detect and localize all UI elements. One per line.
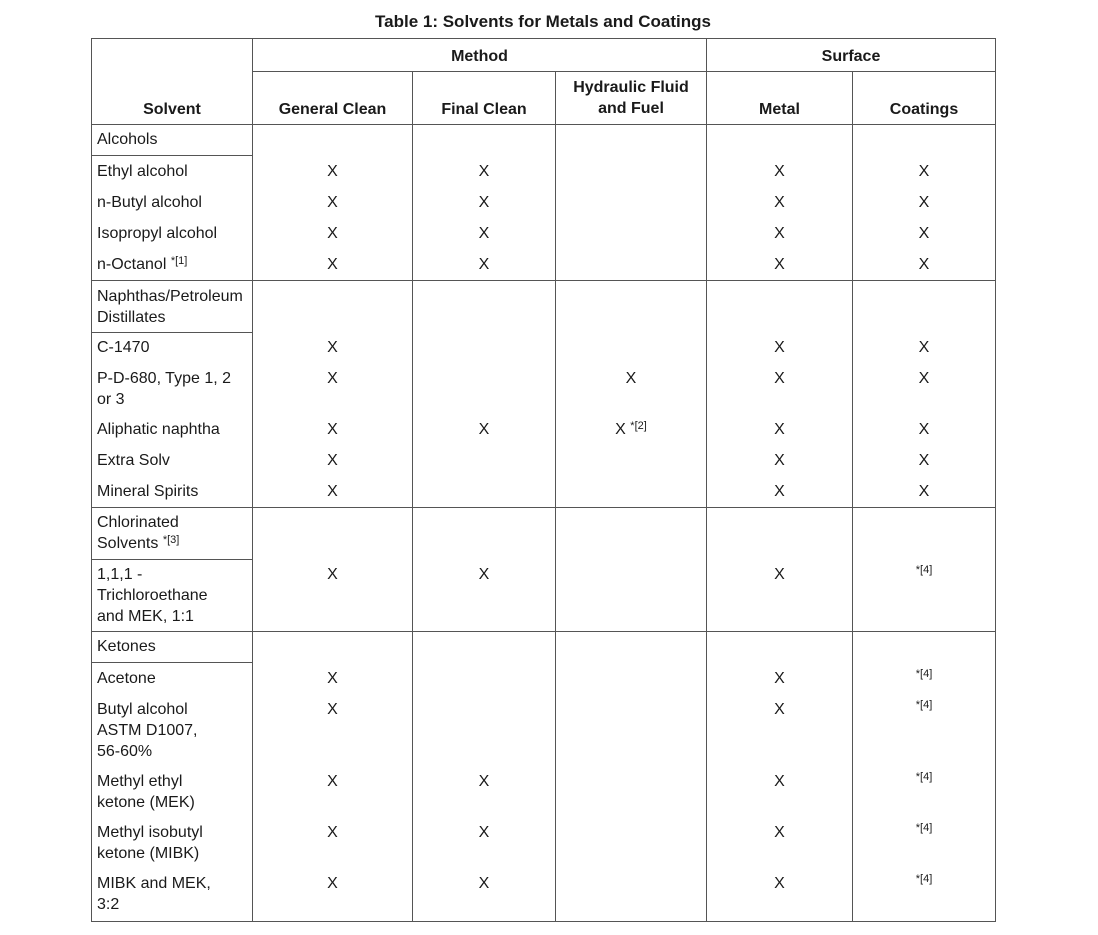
x-mark: X (327, 370, 338, 387)
x-mark: X (478, 225, 490, 242)
solvent-name-line: P-D-680, Type 1, 2 (97, 370, 231, 387)
final-clean-mark (413, 822, 555, 843)
metal-mark (707, 668, 852, 689)
general-clean-mark (253, 699, 412, 720)
solvent-name (97, 564, 208, 627)
metal-mark (707, 564, 852, 585)
solvent-name-line (97, 254, 187, 275)
final-clean-mark (413, 254, 555, 275)
header-general-clean: General Clean (278, 101, 387, 118)
solvent-name-line: Extra Solv (97, 452, 170, 469)
x-mark: X (327, 452, 338, 469)
solvent-name (97, 771, 195, 813)
general-clean-mark (253, 564, 412, 585)
solvent-name-line: Mineral Spirits (97, 483, 199, 500)
coatings-mark (853, 450, 995, 471)
group-name-line: Chlorinated (97, 514, 179, 531)
solvent-name (97, 337, 149, 358)
x-mark: X (327, 566, 338, 583)
footnote-marker: *[3] (162, 534, 180, 546)
x-mark: X (327, 421, 338, 438)
header-coatings: Coatings (889, 101, 959, 118)
x-mark: X (327, 483, 338, 500)
header-metal: Metal (759, 101, 800, 118)
x-mark: X (918, 163, 930, 180)
x-mark: X (918, 194, 930, 211)
general-clean-mark (253, 771, 412, 792)
general-clean-mark (253, 481, 412, 502)
general-clean-mark (253, 822, 412, 843)
solvent-name-line: Butyl alcohol (97, 701, 188, 718)
x-mark: X (478, 824, 490, 841)
solvent-name (97, 481, 198, 502)
metal-mark (707, 161, 852, 182)
x-mark: X (774, 875, 785, 892)
x-mark: X (478, 773, 490, 790)
solvent-name-line: ASTM D1007, (97, 722, 198, 739)
metal-mark (707, 223, 852, 244)
x-mark: X (327, 256, 338, 273)
final-clean-mark (413, 564, 555, 585)
metal-mark (707, 873, 852, 894)
footnote-marker: *[2] (630, 420, 647, 432)
x-mark: X (918, 421, 930, 438)
metal-mark (707, 419, 852, 440)
x-mark: X (327, 225, 338, 242)
coatings-mark (853, 867, 995, 890)
solvent-name (97, 668, 156, 689)
x-mark: X (478, 566, 490, 583)
final-clean-mark (413, 873, 555, 894)
x-mark: X (918, 339, 930, 356)
header-surface: Surface (821, 48, 881, 65)
coatings-mark (853, 192, 995, 213)
x-mark: X (774, 163, 785, 180)
x-mark: X (774, 701, 785, 718)
general-clean-mark (253, 192, 412, 213)
solvent-name (97, 161, 188, 182)
footnote-marker: *[4] (915, 873, 933, 885)
group-name-line: Alcohols (97, 131, 158, 148)
solvent-name (97, 368, 231, 410)
footnote-marker: *[4] (915, 699, 933, 711)
x-mark: X (327, 339, 338, 356)
group-name (97, 512, 179, 554)
x-mark: X (327, 194, 338, 211)
solvent-name (97, 873, 211, 915)
final-clean-mark (413, 223, 555, 244)
x-mark: X (774, 483, 785, 500)
x-mark: X (478, 875, 490, 892)
solvent-name (97, 450, 170, 471)
group-name-line: Naphthas/Petroleum (97, 288, 243, 305)
x-mark: X (774, 370, 785, 387)
header-final-clean: Final Clean (441, 101, 527, 118)
coatings-mark (853, 254, 995, 275)
general-clean-mark (253, 337, 412, 358)
metal-mark (707, 450, 852, 471)
metal-mark (707, 771, 852, 792)
group-name-line: Distillates (97, 309, 166, 326)
solvent-name-line: MIBK and MEK, (97, 875, 211, 892)
header-hydraulic-line-1: Hydraulic Fluid (573, 79, 689, 96)
solvent-name-line: ketone (MIBK) (97, 845, 200, 862)
coatings-mark (853, 419, 995, 440)
solvent-name-line: and MEK, 1:1 (97, 608, 194, 625)
group-name-text: Solvents (97, 535, 159, 552)
x-mark: X (327, 824, 338, 841)
x-mark: X (478, 194, 490, 211)
solvent-name-line: Acetone (97, 670, 156, 687)
coatings-mark (853, 662, 995, 685)
x-mark: X (918, 225, 930, 242)
group-name-line (97, 533, 179, 554)
solvent-name-line: Methyl isobutyl (97, 824, 203, 841)
solvent-name (97, 822, 203, 864)
x-mark: X (327, 875, 338, 892)
final-clean-mark (413, 192, 555, 213)
footnote-marker: *[4] (915, 822, 933, 834)
solvent-name-line: ketone (MEK) (97, 794, 195, 811)
footnote-marker: *[4] (915, 668, 933, 680)
metal-mark (707, 822, 852, 843)
x-mark: X (774, 670, 785, 687)
solvent-name-line: n-Butyl alcohol (97, 194, 202, 211)
solvent-name (97, 254, 187, 275)
x-mark: X (774, 225, 785, 242)
solvent-name-line: Trichloroethane (97, 587, 208, 604)
solvent-name-line: Aliphatic naphtha (97, 421, 220, 438)
x-mark: X (774, 452, 785, 469)
x-mark: X (327, 773, 338, 790)
coatings-mark (853, 558, 995, 581)
solvent-name-line: or 3 (97, 391, 125, 408)
solvent-name-line: C-1470 (97, 339, 150, 356)
header-solvent: Solvent (143, 101, 201, 118)
x-mark: X (774, 194, 785, 211)
group-name (97, 129, 157, 150)
header-method: Method (451, 48, 508, 65)
metal-mark (707, 481, 852, 502)
x-mark: X (327, 670, 338, 687)
solvent-name-line: Methyl ethyl (97, 773, 183, 790)
coatings-mark (853, 337, 995, 358)
general-clean-mark (253, 668, 412, 689)
coatings-mark (853, 693, 995, 716)
x-mark: X (615, 421, 626, 438)
x-mark: X (774, 339, 785, 356)
solvent-name-line: Ethyl alcohol (97, 163, 188, 180)
x-mark: X (327, 163, 338, 180)
final-clean-mark (413, 419, 555, 440)
x-mark: X (327, 701, 338, 718)
general-clean-mark (253, 419, 412, 440)
x-mark: X (774, 566, 785, 583)
table-title: Table 1: Solvents for Metals and Coatings (375, 12, 711, 31)
solvent-name-line: Isopropyl alcohol (97, 225, 218, 242)
solvent-name (97, 192, 202, 213)
metal-mark (707, 699, 852, 720)
solvent-name-line: 3:2 (97, 896, 120, 913)
general-clean-mark (253, 223, 412, 244)
general-clean-mark (253, 873, 412, 894)
group-name-line: Ketones (97, 638, 156, 655)
group-name (97, 286, 243, 328)
x-mark: X (478, 163, 490, 180)
footnote-marker: *[1] (170, 255, 188, 267)
coatings-mark (853, 481, 995, 502)
hydraulic-fuel-mark (556, 419, 706, 440)
x-mark: X (918, 256, 930, 273)
general-clean-mark (253, 161, 412, 182)
coatings-mark (853, 368, 995, 389)
coatings-mark (853, 223, 995, 244)
hydraulic-fuel-mark (556, 368, 706, 389)
coatings-mark (853, 765, 995, 788)
x-mark: X (478, 421, 490, 438)
footnote-marker: *[4] (915, 564, 933, 576)
solvent-name (97, 419, 220, 440)
x-mark: X (625, 370, 637, 387)
header-hydraulic-fluid-and-fuel (556, 77, 706, 119)
header-hydraulic-line-2: and Fuel (598, 100, 664, 117)
final-clean-mark (413, 771, 555, 792)
general-clean-mark (253, 450, 412, 471)
x-mark: X (918, 452, 930, 469)
general-clean-mark (253, 368, 412, 389)
group-name (97, 636, 156, 657)
x-mark: X (478, 256, 490, 273)
final-clean-mark (413, 161, 555, 182)
metal-mark (707, 337, 852, 358)
solvent-name (97, 223, 217, 244)
footnote-marker: *[4] (915, 771, 933, 783)
x-mark: X (774, 256, 785, 273)
metal-mark (707, 192, 852, 213)
x-mark: X (774, 824, 785, 841)
solvent-name (97, 699, 197, 762)
metal-mark (707, 368, 852, 389)
coatings-mark (853, 161, 995, 182)
x-mark: X (918, 370, 930, 387)
x-mark: X (774, 773, 785, 790)
x-mark: X (774, 421, 785, 438)
coatings-mark (853, 816, 995, 839)
x-mark: X (918, 483, 930, 500)
general-clean-mark (253, 254, 412, 275)
solvent-name-text: n-Octanol (97, 256, 167, 273)
metal-mark (707, 254, 852, 275)
solvent-name-line: 56-60% (97, 743, 153, 760)
solvent-name-line: 1,1,1 - (97, 566, 143, 583)
